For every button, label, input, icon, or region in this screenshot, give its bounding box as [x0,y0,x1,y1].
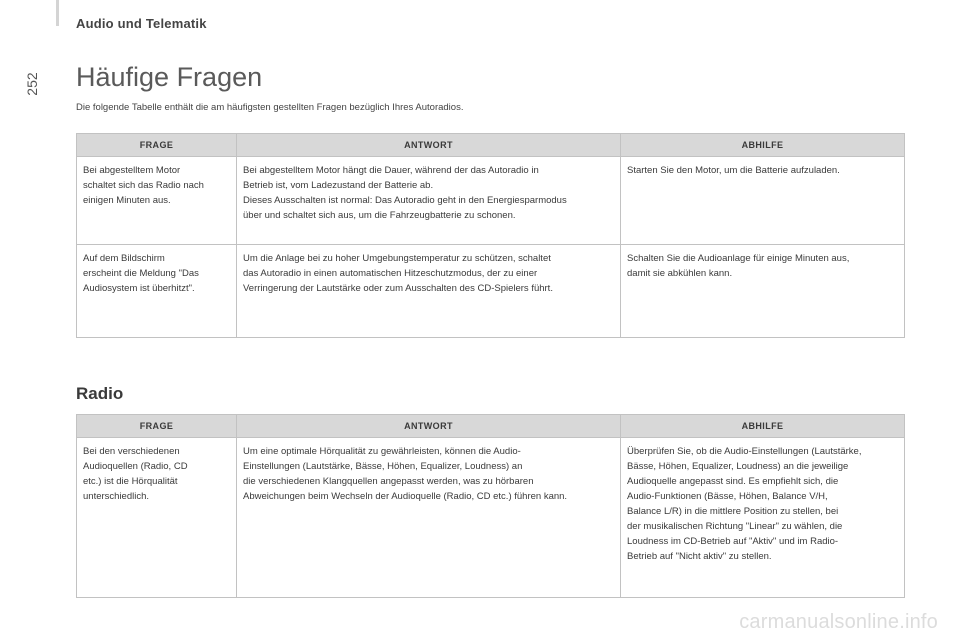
column-header-abhilfe: ABHILFE [621,415,905,438]
cell-antwort: Um die Anlage bei zu hoher Umgebungstemperatur zu schützen, schaltet das Autoradio in einen automatischen Hitzeschutzmodus, der zu einer Verringerung der Lautstärke oder zum Ausschalten des CD-Spielers führt. [237,245,621,338]
watermark: carmanualsonline.info [739,611,938,633]
faq-table-radio [76,414,905,598]
cell-frage: Bei den verschiedenen Audioquellen (Radio, CD etc.) ist die Hörqualität unterschiedlich. [77,438,237,598]
column-header-antwort: ANTWORT [237,415,621,438]
table-row [77,157,905,245]
side-rule [56,0,59,26]
table-header-row [77,134,905,157]
cell-frage: Auf dem Bildschirm erscheint die Meldung "Das Audiosystem ist überhitzt". [77,245,237,338]
cell-antwort: Bei abgestelltem Motor hängt die Dauer, während der das Autoradio in Betrieb ist, vom Ladezustand der Batterie ab. Dieses Ausschalten ist normal: Das Autoradio geht in den Energiesparmodus über und schaltet sich aus, um die Fahrzeugbatterie zu schonen. [237,157,621,245]
cell-frage: Bei abgestelltem Motor schaltet sich das Radio nach einigen Minuten aus. [77,157,237,245]
table-row [77,438,905,598]
table-row [77,245,905,338]
column-header-antwort: ANTWORT [237,134,621,157]
intro-text: Die folgende Tabelle enthält die am häufigsten gestellten Fragen bezüglich Ihres Autoradios. [76,102,464,113]
cell-abhilfe: Starten Sie den Motor, um die Batterie aufzuladen. [621,157,905,245]
cell-abhilfe: Schalten Sie die Audioanlage für einige Minuten aus, damit sie abkühlen kann. [621,245,905,338]
page-title: Häufige Fragen [76,62,263,92]
chapter-title: Audio und Telematik [76,16,207,31]
column-header-abhilfe: ABHILFE [621,134,905,157]
page-number: 252 [24,72,40,96]
column-header-frage: FRAGE [77,415,237,438]
section-title-radio: Radio [76,384,124,403]
column-header-frage: FRAGE [77,134,237,157]
table-header-row [77,415,905,438]
cell-antwort: Um eine optimale Hörqualität zu gewährleisten, können die Audio- Einstellungen (Lautstärke, Bässe, Höhen, Equalizer, Loudness) an die verschiedenen Klangquellen angepasst werden, was zu hörbaren Abweichungen beim Wechseln der Audioquelle (Radio, CD etc.) führen kann. [237,438,621,598]
cell-abhilfe: Überprüfen Sie, ob die Audio-Einstellungen (Lautstärke, Bässe, Höhen, Equalizer, Loudness) an die jeweilige Audioquelle angepasst sind. Es empfiehlt sich, die Audio-Funktionen (Bässe, Höhen, Balance V/H, Balance L/R) in die mittlere Position zu stellen, bei der musikalischen Richtung "Linear" zu wählen, die Loudness im CD-Betrieb auf "Aktiv" und im Radio- Betrieb auf "Nicht aktiv" zu stellen. [621,438,905,598]
faq-table-general [76,133,905,338]
